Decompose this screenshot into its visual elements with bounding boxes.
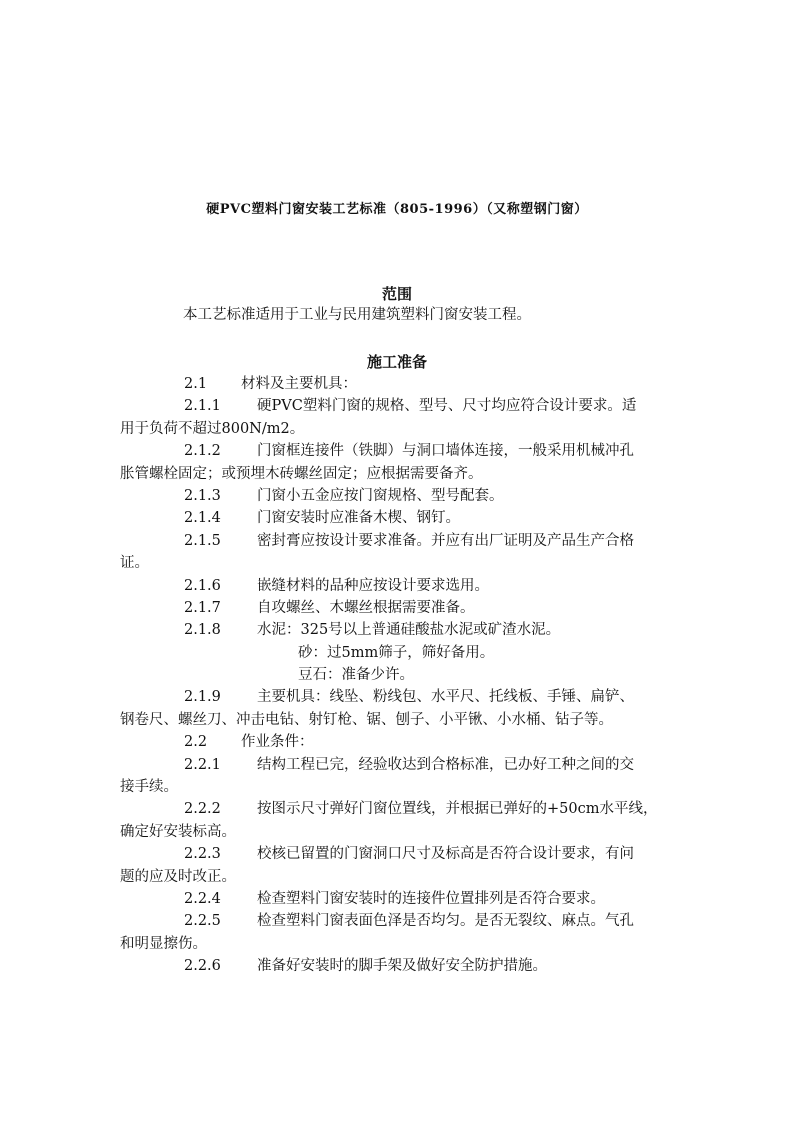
item-subline: 豆石：准备少许。 <box>298 667 414 684</box>
item-text: 门窗小五金应按门窗规格、型号配套。 <box>257 487 504 504</box>
item-line <box>120 440 674 462</box>
item-line <box>120 485 674 507</box>
item-number: 2.2.3 <box>184 846 221 863</box>
item-continuation: 胀管螺栓固定；或预埋木砖螺丝固定；应根据需要备齐。 <box>120 465 483 482</box>
item-number: 2.2 <box>184 734 208 751</box>
item-text: 门窗框连接件（铁脚）与洞口墙体连接，一般采用机械冲孔 <box>257 443 634 460</box>
item-line <box>120 843 674 865</box>
item-continuation: 证。 <box>120 555 149 572</box>
preparation-body <box>120 373 674 978</box>
document-title: 硬PVC塑料门窗安装工艺标准（805-1996）（又称塑钢门窗） <box>206 202 588 217</box>
item-number: 2.1.4 <box>184 510 221 527</box>
item-number: 2.1.6 <box>184 577 221 594</box>
item-number: 2.1.8 <box>184 622 221 639</box>
item-number: 2.2.5 <box>184 913 221 930</box>
section-heading-preparation: 施工准备 <box>366 353 427 371</box>
item-continuation: 确定好安装标高。 <box>120 823 236 840</box>
item-number: 2.1.3 <box>184 487 221 504</box>
item-text: 嵌缝材料的品种应按设计要求选用。 <box>257 577 489 594</box>
item-continuation: 接手续。 <box>120 779 178 796</box>
item-text: 材料及主要机具： <box>241 376 357 392</box>
item-line <box>120 955 674 977</box>
item-line <box>120 597 674 619</box>
item-text: 按图示尺寸弹好门窗位置线，并根据已弹好的+50cm水平线， <box>257 801 658 818</box>
scope-text: 本工艺标准适用于工业与民用建筑塑料门窗安装工程。 <box>183 307 531 323</box>
item-number: 2.2.2 <box>184 801 221 818</box>
item-number: 2.1.1 <box>184 398 221 415</box>
item-text: 校核已留置的门窗洞口尺寸及标高是否符合设计要求，有问 <box>257 846 634 863</box>
item-text: 门窗安装时应准备木楔、钢钉。 <box>257 510 460 527</box>
item-text: 作业条件： <box>241 734 314 751</box>
item-line <box>120 686 674 708</box>
item-line <box>120 619 674 641</box>
item-line <box>120 575 674 597</box>
item-text: 硬PVC塑料门窗的规格、型号、尺寸均应符合设计要求。适 <box>257 398 637 415</box>
item-number: 2.1.7 <box>184 599 221 616</box>
item-continuation: 用于负荷不超过800N/m2。 <box>120 420 305 437</box>
item-line <box>120 373 674 395</box>
item-text: 主要机具：线坠、粉线包、水平尺、托线板、手锤、扁铲、 <box>257 689 634 706</box>
item-line <box>120 507 674 529</box>
item-text: 结构工程已完，经验收达到合格标准，已办好工种之间的交 <box>257 756 634 773</box>
section-heading-scope: 范围 <box>381 285 412 303</box>
item-text: 水泥：325号以上普通硅酸盐水泥或矿渣水泥。 <box>257 622 561 639</box>
item-number: 2.2.4 <box>184 890 221 907</box>
item-number: 2.1.5 <box>184 532 221 549</box>
item-continuation: 和明显擦伤。 <box>120 935 207 952</box>
item-line <box>120 910 674 932</box>
item-line <box>120 530 674 552</box>
item-line <box>120 888 674 910</box>
item-text: 自攻螺丝、木螺丝根据需要准备。 <box>257 599 475 616</box>
item-line <box>120 754 674 776</box>
item-line <box>120 395 674 417</box>
item-text: 密封膏应按设计要求准备。并应有出厂证明及产品生产合格 <box>257 532 634 549</box>
item-subline: 砂：过5mm筛子，筛好备用。 <box>298 644 495 661</box>
item-continuation: 题的应及时改正。 <box>120 868 236 885</box>
item-line <box>120 731 674 753</box>
item-number: 2.2.6 <box>184 958 221 975</box>
item-text: 检查塑料门窗安装时的连接件位置排列是否符合要求。 <box>257 890 605 907</box>
item-continuation: 钢卷尺、螺丝刀、冲击电钻、射钉枪、锯、刨子、小平锹、小水桶、钻子等。 <box>120 711 613 728</box>
item-number: 2.1.9 <box>184 689 221 706</box>
item-line <box>120 798 674 820</box>
item-text: 检查塑料门窗表面色泽是否均匀。是否无裂纹、麻点。气孔 <box>257 913 634 930</box>
item-number: 2.1 <box>184 376 208 392</box>
item-number: 2.1.2 <box>184 443 221 460</box>
item-text: 准备好安装时的脚手架及做好安全防护措施。 <box>257 958 547 975</box>
item-number: 2.2.1 <box>184 756 221 773</box>
